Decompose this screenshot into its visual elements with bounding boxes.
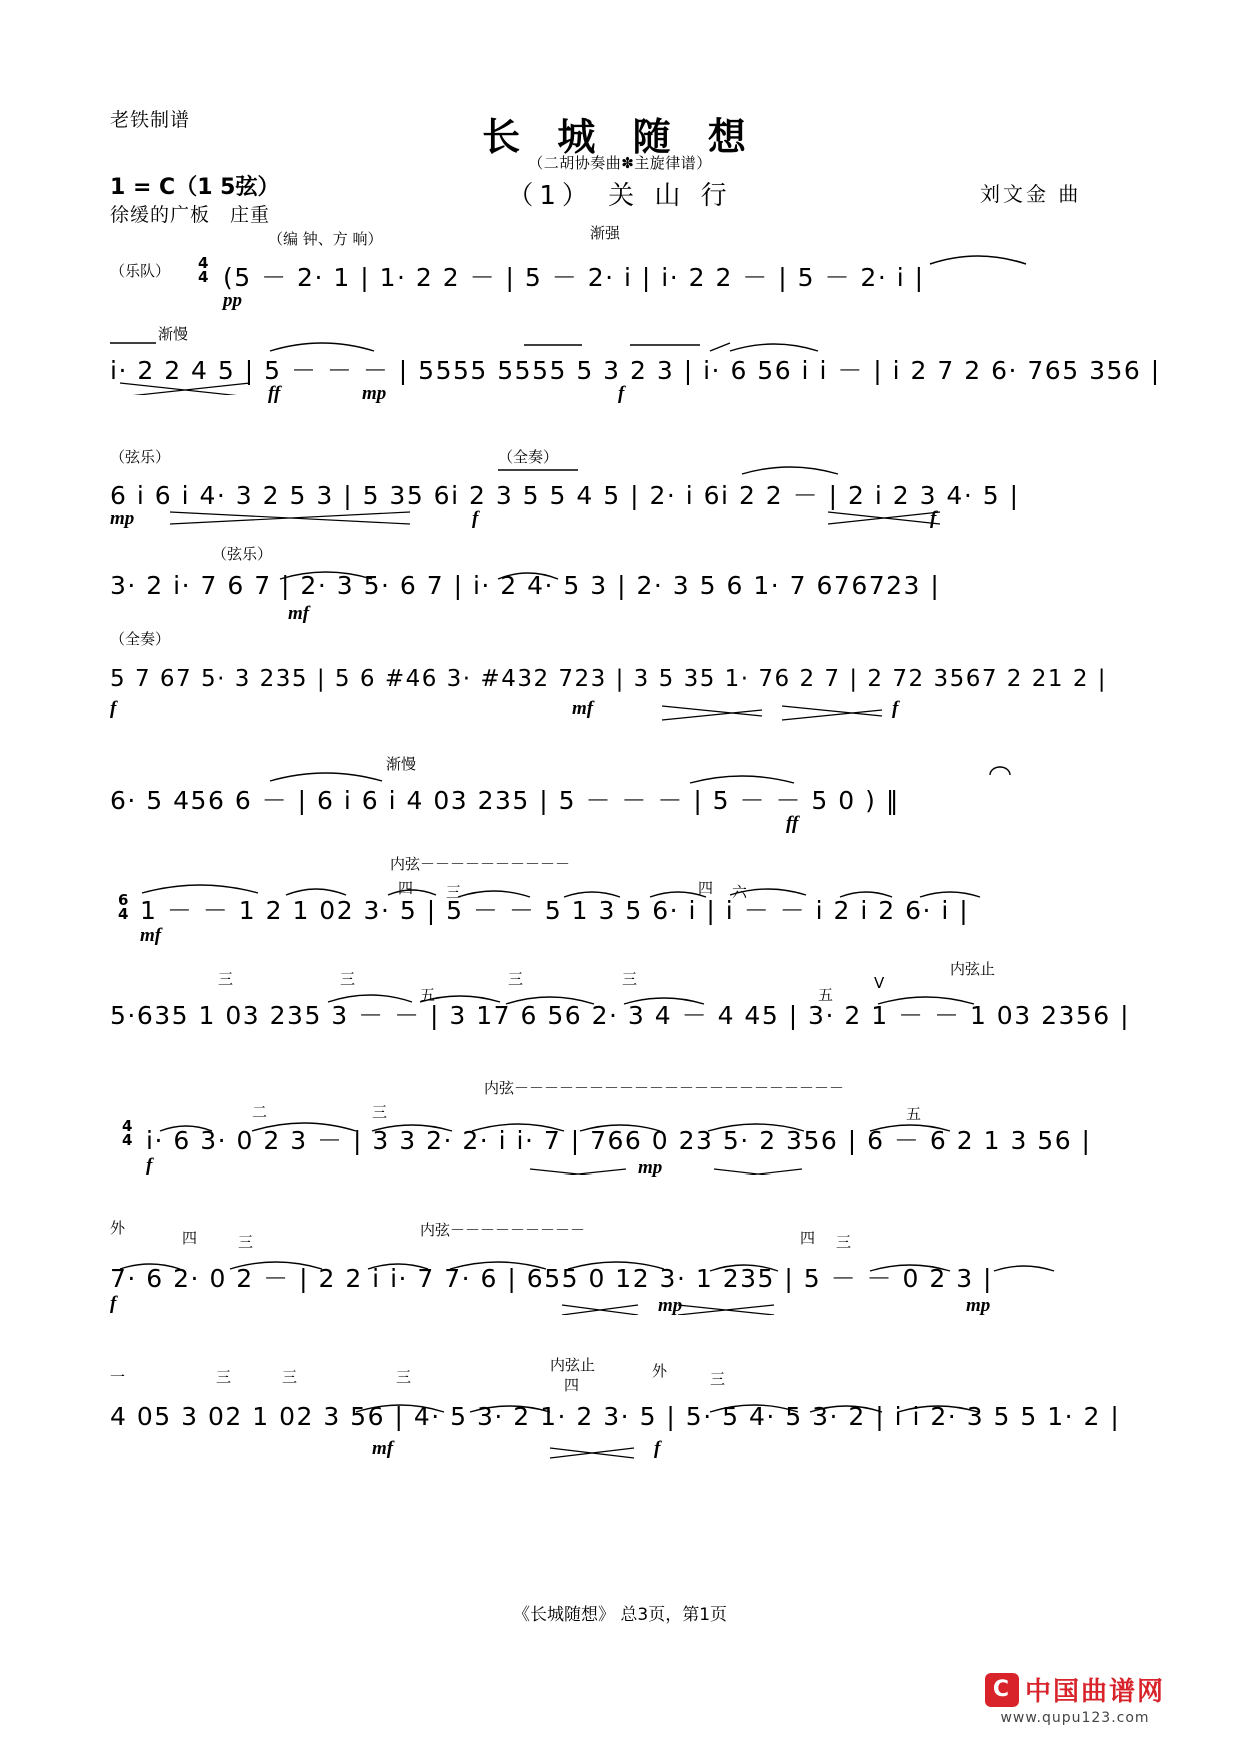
watermark-name: 中国曲谱网: [1024, 1677, 1165, 1707]
dynamic-mf-4: mf: [372, 1438, 394, 1459]
system-11-notes: 4 05 3 02 1 02 3 56 | 4· 5 3· 2 1· 2 3· 5 | 5· 5 4· 5 3· 2 | i i 2· 3 5 5 1· 2 |: [110, 1402, 1121, 1431]
dynamic-f-7: f: [110, 1293, 117, 1314]
rit-label-2: 渐慢: [386, 755, 417, 773]
system-1-left-label: （乐队）: [110, 262, 171, 280]
finger-3-label-6: 三: [372, 1103, 388, 1121]
finger-6-label-1: 六: [732, 883, 748, 901]
dynamic-mf-2: mf: [572, 698, 594, 719]
composer-credit: 刘文金 曲: [980, 182, 1082, 206]
finger-4-label-4: 四: [800, 1229, 816, 1247]
page-footer: 《长城随想》 总3页，第1页: [512, 1605, 728, 1625]
dynamic-f-5: f: [892, 698, 899, 719]
finger-3-label-2: 三: [218, 970, 234, 988]
finger-1-label-1: 一: [110, 1368, 126, 1386]
finger-3-label-9: 三: [216, 1368, 232, 1386]
dynamic-ff-2: ff: [786, 813, 799, 834]
dynamic-f: f: [618, 383, 625, 404]
dynamic-mf-1: mf: [288, 603, 310, 624]
dynamic-mp-2: mp: [110, 508, 135, 529]
finger-3-label-5: 三: [622, 970, 638, 988]
finger-3-label-3: 三: [340, 970, 356, 988]
instrument-note: （编 钟、方 响）: [268, 230, 383, 248]
dynamic-mp-4: mp: [658, 1295, 683, 1316]
system-2-notes: i· 2 2 4 5 | 5 － － － | 5555 5555 5 3 2 3 | i· 6 56 i i － | i 2 7 2 6· 765 356 |: [110, 356, 1161, 385]
dynamic-mp-3: mp: [638, 1157, 663, 1178]
dynamic-f-3: f: [930, 508, 937, 529]
dynamic-f-8: f: [654, 1438, 661, 1459]
finger-5-label-2: 五: [818, 986, 834, 1004]
finger-3-label-11: 三: [396, 1368, 412, 1386]
tempo-marking: 徐缓的广板 庄重: [110, 204, 271, 226]
finger-3-label-10: 三: [282, 1368, 298, 1386]
dynamic-mp-5: mp: [966, 1295, 991, 1316]
system-7-notes: 1 － － 1 2 1 02 3· 5 | 5 － － 5 1 3 5 6· i | i － － i 2 i 2 6· i |: [140, 896, 970, 925]
dynamic-f-6: f: [146, 1155, 153, 1176]
system-6-notes: 6· 5 456 6 － | 6 i 6 i 4 03 235 | 5 － － － | 5 － － 5 0 ) ‖: [110, 786, 900, 815]
time-signature-6-4: 6 4: [118, 891, 129, 924]
site-watermark: [985, 1671, 1165, 1726]
dynamic-f-2: f: [472, 508, 479, 529]
outer-string-label-2: 外: [652, 1362, 668, 1380]
up-bow-mark-1: Ⅴ: [874, 974, 885, 992]
finger-3-label-8: 三: [836, 1233, 852, 1251]
dynamic-ff: ff: [268, 383, 281, 404]
finger-4-label-5: 四: [564, 1376, 580, 1394]
finger-3-label-1: 三: [446, 883, 462, 901]
tutti-label-1: （全奏）: [498, 448, 559, 466]
system-5-hairpins: [110, 700, 1130, 740]
system-5-left-label: （全奏）: [110, 630, 171, 648]
finger-3-label-7: 三: [238, 1233, 254, 1251]
finger-5-label-1: 五: [420, 986, 436, 1004]
outer-string-label-1: 外: [110, 1219, 126, 1237]
finger-2-label-1: 二: [252, 1103, 268, 1121]
inner-string-stop-2: 内弦止: [550, 1356, 596, 1374]
strings-label-2: （弦乐）: [212, 545, 273, 563]
finger-4-label-1: 四: [398, 879, 414, 897]
rit-label-1: 渐慢: [158, 325, 189, 343]
system-3-left-label: （弦乐）: [110, 448, 171, 466]
key-signature: 1 = C（1 5弦）: [110, 175, 280, 200]
system-3-notes: 6 i 6 i 4· 3 2 5 3 | 5 35 6i 2 3 5 5 4 5 | 2· i 6i 2 2 － | 2 i 2 3 4· 5 |: [110, 481, 1020, 510]
system-8-notes: 5·635 1 03 235 3 － － | 3 17 6 56 2· 3 4 － 4 45 | 3· 2 1 － － 1 03 2356 |: [110, 1001, 1131, 1030]
system-9-notes: i· 6 3· 0 2 3 － | 3 3 2· 2· i i· 7 | 766 0 23 5· 2 356 | 6 － 6 2 1 3 56 |: [146, 1126, 1092, 1155]
page-title: 长 城 随 想: [482, 115, 758, 159]
movement-title: （1） 关 山 行: [507, 181, 733, 211]
crescendo-label: 渐强: [590, 224, 621, 242]
inner-string-label-2: 内弦－－－－－－－－－－－－－－－－－－－－－－: [484, 1079, 845, 1097]
time-signature-4-4-2: 4 4: [122, 1117, 133, 1150]
inner-string-label-3: 内弦－－－－－－－－－: [420, 1221, 586, 1239]
page-subtitle: （二胡协奏曲✽主旋律谱）: [528, 154, 712, 172]
arranger-credit: 老铁制谱: [110, 109, 191, 131]
finger-4-label-3: 四: [182, 1229, 198, 1247]
watermark-badge: C: [985, 1673, 1019, 1707]
system-10-notes: 7· 6 2· 0 2 － | 2 2 i i· 7 7· 6 | 655 0 12 3· 1 235 | 5 － － 0 2 3 |: [110, 1264, 993, 1293]
inner-string-stop-1: 内弦止: [950, 960, 996, 978]
system-5-notes: 5 7 67 5· 3 235 | 5 6 #46 3· #432 723 | 3 5 35 1· 76 2 7 | 2 72 3567 2 21 2 |: [110, 666, 1108, 692]
dynamic-mf-3: mf: [140, 925, 162, 946]
watermark-url: www.qupu123.com: [1000, 1710, 1150, 1726]
system-1-notes: (5 － 2· 1 | 1· 2 2 － | 5 － 2· i | i· 2 2 － | 5 － 2· i |: [223, 263, 925, 292]
time-signature-4-4: 4 4: [198, 254, 209, 287]
finger-5-label-3: 五: [906, 1105, 922, 1123]
dynamic-pp: pp: [223, 290, 242, 311]
finger-3-label-4: 三: [508, 970, 524, 988]
dynamic-mp: mp: [362, 383, 387, 404]
system-4-notes: 3· 2 i· 7 6 7 | 2· 3 5· 6 7 | i· 2 4· 5 3 | 2· 3 5 6 1· 7 676723 |: [110, 571, 941, 600]
inner-string-label-1: 内弦－－－－－－－－－－: [390, 855, 571, 873]
finger-4-label-2: 四: [698, 879, 714, 897]
finger-3-label-12: 三: [710, 1370, 726, 1388]
dynamic-f-4: f: [110, 698, 117, 719]
